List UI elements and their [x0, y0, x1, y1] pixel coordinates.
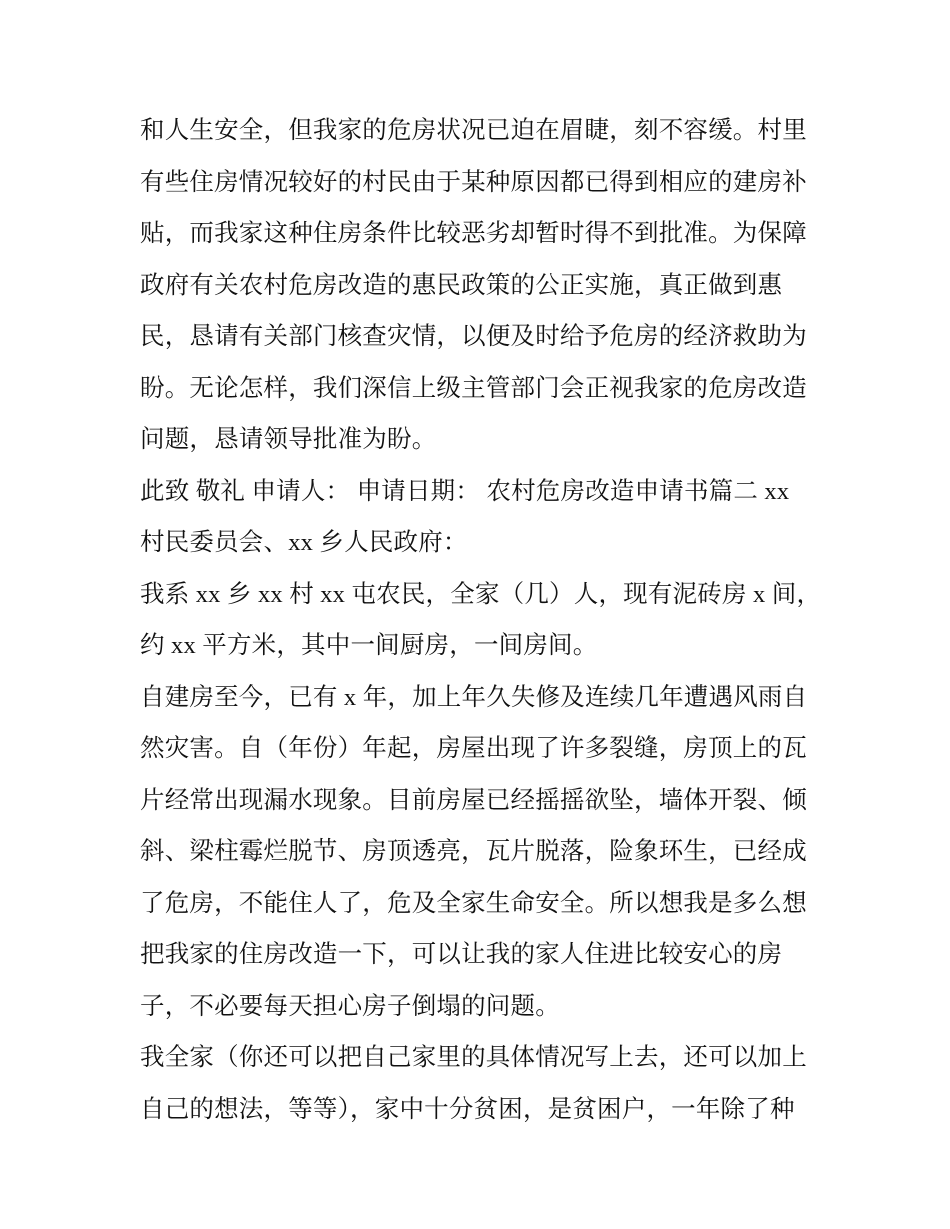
text-line: 我系 xx 乡 xx 村 xx 屯农民，全家（几）人，现有泥砖房 x 间，: [140, 580, 822, 608]
text-line: 然灾害。自（年份）年起，房屋出现了许多裂缝，房顶上的瓦: [140, 735, 807, 762]
text-line: 斜、梁柱霉烂脱节、房顶透亮，瓦片脱落，险象环生，已经成: [140, 838, 807, 865]
text-line: 子，不必要每天担心房子倒塌的问题。: [140, 992, 560, 1020]
text-line: 民，恳请有关部门核查灾情，以便及时给予危房的经济救助为: [140, 323, 807, 350]
text-line: 约 xx 平方米，其中一间厨房，一间房间。: [140, 632, 598, 659]
text-line: 此致 敬礼 申请人： 申请日期： 农村危房改造申请书篇二 xx: [140, 477, 790, 505]
text-line: 村民委员会、xx 乡人民政府：: [140, 529, 468, 556]
text-line: 和人生安全，但我家的危房状况已迫在眉睫，刻不容缓。村里: [140, 117, 807, 144]
text-line: 了危房，不能住人了，危及全家生命安全。所以想我是多么想: [140, 889, 807, 917]
document-body: [140, 105, 820, 1135]
text-line: 问题，恳请领导批准为盼。: [140, 426, 437, 453]
text-line: 政府有关农村危房改造的惠民政策的公正实施，真正做到惠: [140, 271, 783, 299]
text-line: 把我家的住房改造一下，可以让我的家人住进比较安心的房: [140, 941, 783, 968]
text-line: 自建房至今，已有 x 年，加上年久失修及连续几年遭遇风雨自: [140, 683, 808, 711]
text-line: 盼。无论怎样，我们深信上级主管部门会正视我家的危房改造: [140, 374, 807, 402]
text-line: 有些住房情况较好的村民由于某种原因都已得到相应的建房补: [140, 168, 807, 196]
text-line: 贴，而我家这种住房条件比较恶劣却暂时得不到批准。为保障: [140, 220, 807, 247]
text-line: 片经常出现漏水现象。目前房屋已经摇摇欲坠，墙体开裂、倾: [140, 786, 807, 814]
text-line: 我全家（你还可以把自己家里的具体情况写上去，还可以加上: [140, 1044, 807, 1071]
text-line: 自己的想法，等等），家中十分贫困，是贫困户，一年除了种: [140, 1095, 795, 1123]
